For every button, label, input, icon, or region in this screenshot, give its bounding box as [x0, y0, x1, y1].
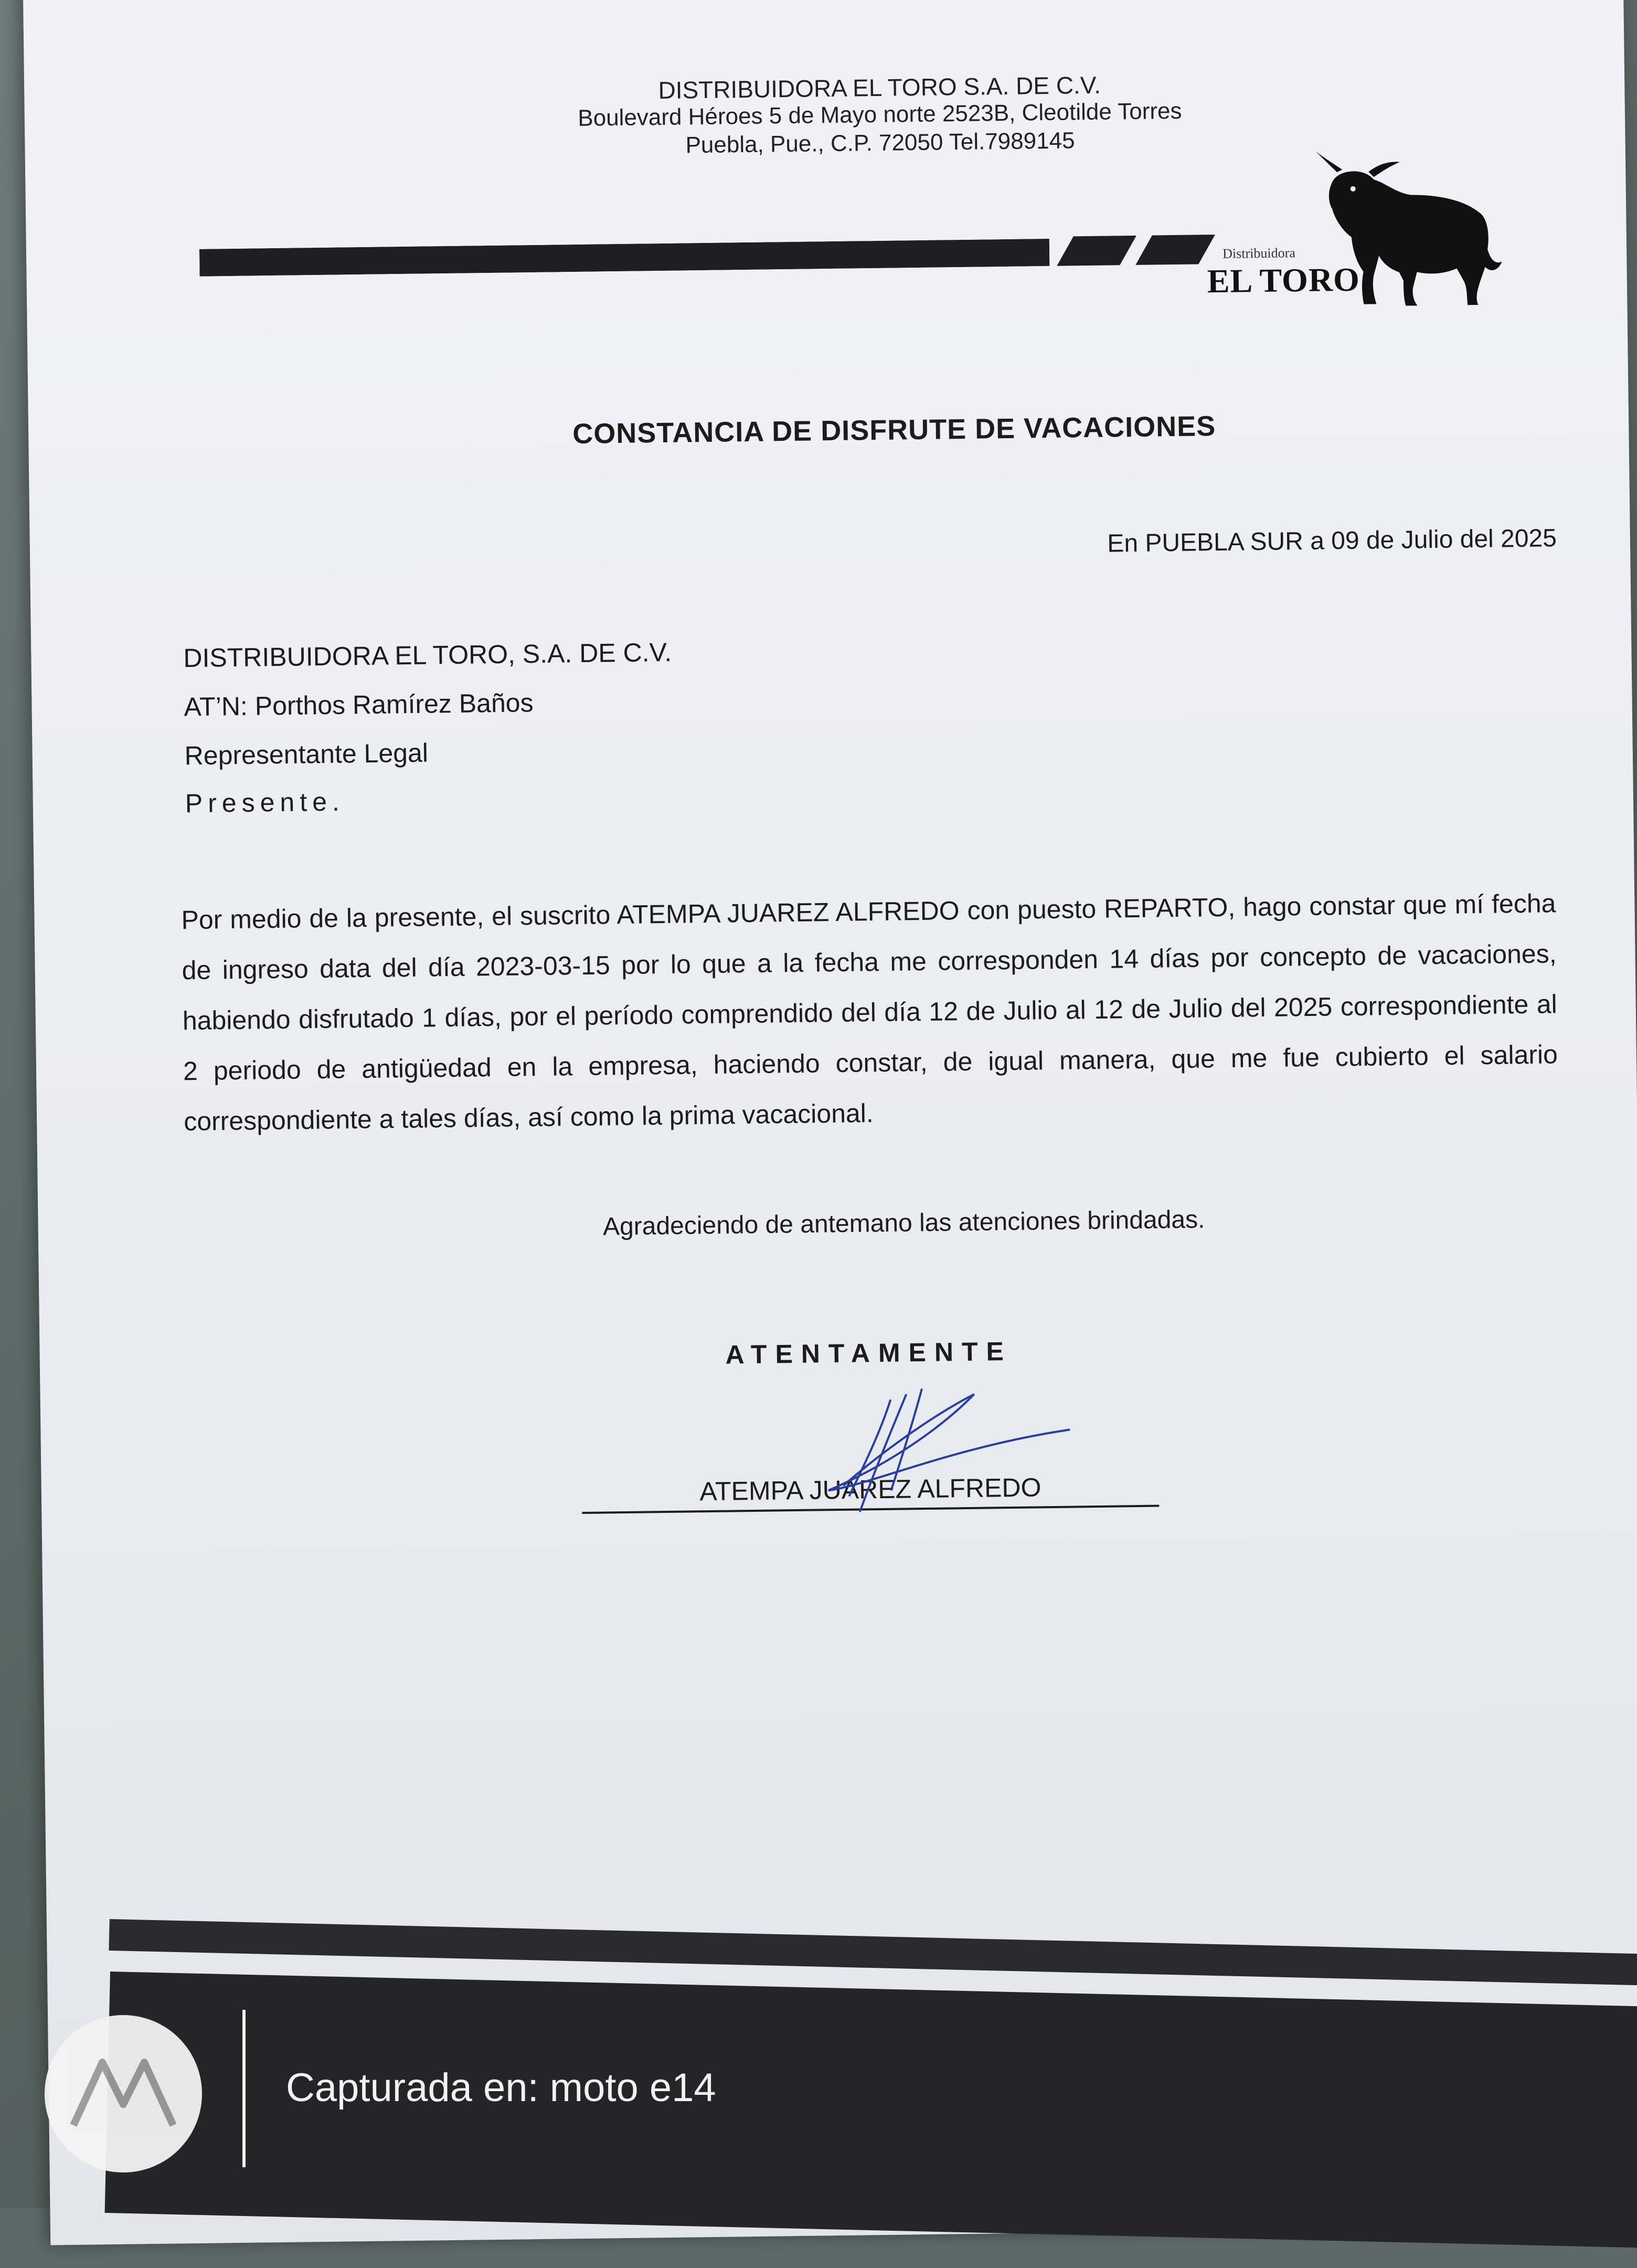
letterhead-company: DISTRIBUIDORA EL TORO S.A. DE C.V.: [658, 71, 1101, 104]
document-title: CONSTANCIA DE DISFRUTE DE VACACIONES: [572, 410, 1216, 450]
thanks-line: Agradeciendo de antemano las atenciones brindadas.: [602, 1205, 1205, 1241]
recipient-company: DISTRIBUIDORA EL TORO, S.A. DE C.V.: [183, 637, 672, 673]
letterhead-address-line2: Puebla, Pue., C.P. 72050 Tel.7989145: [685, 128, 1075, 158]
letterhead-address-line1: Boulevard Héroes 5 de Mayo norte 2523B, Cleotilde Torres: [578, 98, 1182, 131]
company-logo: [1200, 149, 1538, 311]
footer-stripe: [109, 1919, 1637, 1986]
bull-icon: [1305, 149, 1517, 309]
recipient-presente: Presente.: [185, 787, 345, 819]
motorola-logo-icon: [45, 2015, 202, 2172]
recipient-attention: AT’N: Porthos Ramírez Baños: [184, 688, 534, 722]
place-and-date: En PUEBLA SUR a 09 de Julio del 2025: [1107, 524, 1557, 558]
logo-name: EL TORO: [1207, 260, 1360, 300]
document-page: [23, 0, 1637, 2245]
header-stripe-dash: [1057, 236, 1136, 266]
body-paragraph: Por medio de la presente, el suscrito ATEMPA JUAREZ ALFREDO con puesto REPARTO, hago constar que mí fecha de ingreso data del día 2023-03-15 por lo que a la fecha me corresponden 14 días por concepto de vacaciones, habiendo disfrutado 1 días, por el período comprendido del día 12 de Julio al 12 de Julio del 2025 correspondiente al 2 periodo de antigüedad en la empresa, haciendo constar, de igual manera, que me fue cubierto el salario correspondiente a tales días, así como la prima vacacional.: [181, 888, 1558, 1137]
header-stripe: [199, 239, 1050, 277]
handwritten-signature: [732, 1356, 1102, 1534]
watermark-divider: [242, 2010, 246, 2167]
camera-watermark: Capturada en: moto e14: [286, 2065, 716, 2110]
recipient-role: Representante Legal: [184, 738, 429, 771]
closing-word: ATENTAMENTE: [725, 1336, 1013, 1370]
signer-name: ATEMPA JUAREZ ALFREDO: [699, 1472, 1041, 1507]
logo-small-text: Distribuidora: [1223, 245, 1296, 261]
